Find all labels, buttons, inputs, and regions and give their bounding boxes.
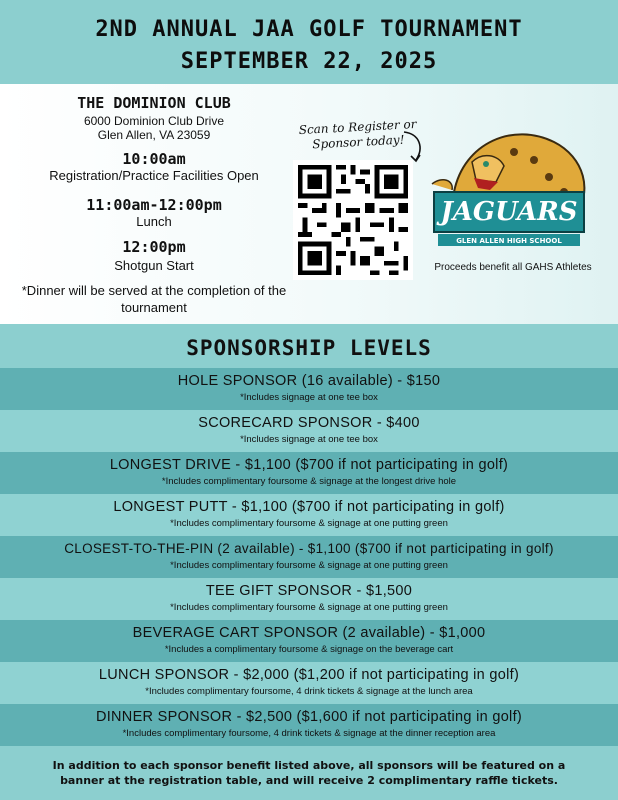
schedule-time-2: 11:00am-12:00pm [86, 196, 222, 214]
footer-panel [0, 746, 618, 800]
event-date: SEPTEMBER 22, 2025 [180, 49, 438, 74]
schedule-time-1: 10:00am [122, 150, 186, 168]
venue-name: THE DOMINION CLUB [77, 94, 231, 112]
sponsor-level-name: CLOSEST-TO-THE-PIN (2 available) - $1,100 ($700 if not participating in golf) [64, 541, 554, 556]
sponsor-level-note: *Includes complimentary foursome, 4 drink tickets & signage at the dinner reception area [122, 728, 496, 739]
schedule-time-3: 12:00pm [122, 238, 186, 256]
sponsor-level-row [0, 452, 618, 494]
sponsor-level-note: *Includes complimentary foursome & signage at one putting green [170, 560, 448, 571]
sponsor-level-note: *Includes complimentary foursome & signage at one putting green [170, 602, 448, 613]
event-title: 2ND ANNUAL JAA GOLF TOURNAMENT [95, 17, 523, 42]
proceeds-note: Proceeds benefit all GAHS Athletes [434, 262, 592, 273]
sponsor-level-name: BEVERAGE CART SPONSOR (2 available) - $1,000 [132, 625, 486, 641]
sponsor-level-row [0, 578, 618, 620]
venue-address-line1: 6000 Dominion Club Drive [83, 114, 225, 128]
sponsor-level-name: HOLE SPONSOR (16 available) - $150 [177, 373, 441, 389]
sponsor-level-row [0, 704, 618, 746]
flyer-header [0, 0, 618, 84]
sponsor-level-name: LUNCH SPONSOR - $2,000 ($1,200 if not participating in golf) [98, 667, 520, 683]
sponsor-level-note: *Includes signage at one tee box [240, 392, 378, 403]
sponsor-level-name: TEE GIFT SPONSOR - $1,500 [205, 583, 413, 599]
sponsor-level-name: LONGEST PUTT - $1,100 ($700 if not participating in golf) [113, 499, 505, 515]
sponsor-level-note: *Includes complimentary foursome & signage at the longest drive hole [161, 476, 457, 487]
sponsor-level-row [0, 494, 618, 536]
jaguars-logo [424, 122, 600, 250]
sponsor-level-note: *Includes signage at one tee box [240, 434, 378, 445]
sponsor-level-note: *Includes complimentary foursome, 4 drink tickets & signage at the lunch area [145, 686, 473, 697]
sponsor-level-note: *Includes a complimentary foursome & signage on the beverage cart [164, 644, 454, 655]
sponsorship-title-bar [0, 324, 618, 368]
dinner-note: *Dinner will be served at the completion of the tournament [21, 283, 287, 315]
scan-callout: Scan to Register or Sponsor today! [298, 116, 417, 152]
sponsor-level-row [0, 410, 618, 452]
logo-team-text: JAGUARS [440, 197, 578, 227]
venue-address-line2: Glen Allen, VA 23059 [97, 128, 211, 142]
sponsor-level-name: LONGEST DRIVE - $1,100 ($700 if not participating in golf) [109, 457, 509, 473]
sponsor-level-row [0, 368, 618, 410]
sponsorship-title: SPONSORSHIP LEVELS [186, 336, 432, 360]
schedule-desc-3: Shotgun Start [114, 258, 194, 273]
sponsor-level-row [0, 662, 618, 704]
schedule-desc-2: Lunch [136, 214, 172, 229]
qr-code-icon [293, 160, 413, 280]
event-info-panel [0, 84, 618, 324]
sponsor-level-row [0, 536, 618, 578]
sponsor-level-note: *Includes complimentary foursome & signage at one putting green [170, 518, 448, 529]
registration-qr-code[interactable] [293, 160, 413, 280]
sponsor-level-name: DINNER SPONSOR - $2,500 ($1,600 if not participating in golf) [95, 709, 523, 725]
sponsor-level-name: SCORECARD SPONSOR - $400 [198, 415, 420, 431]
jaguar-mascot-icon [424, 122, 600, 250]
schedule-desc-1: Registration/Practice Facilities Open [49, 168, 259, 183]
sponsor-level-row [0, 620, 618, 662]
logo-school-text: GLEN ALLEN HIGH SCHOOL [456, 237, 562, 245]
footer-note: In addition to each sponsor benefit listed above, all sponsors will be featured on a banner at the registration table, and will receive 2 complimentary raffle tickets. [52, 759, 566, 787]
